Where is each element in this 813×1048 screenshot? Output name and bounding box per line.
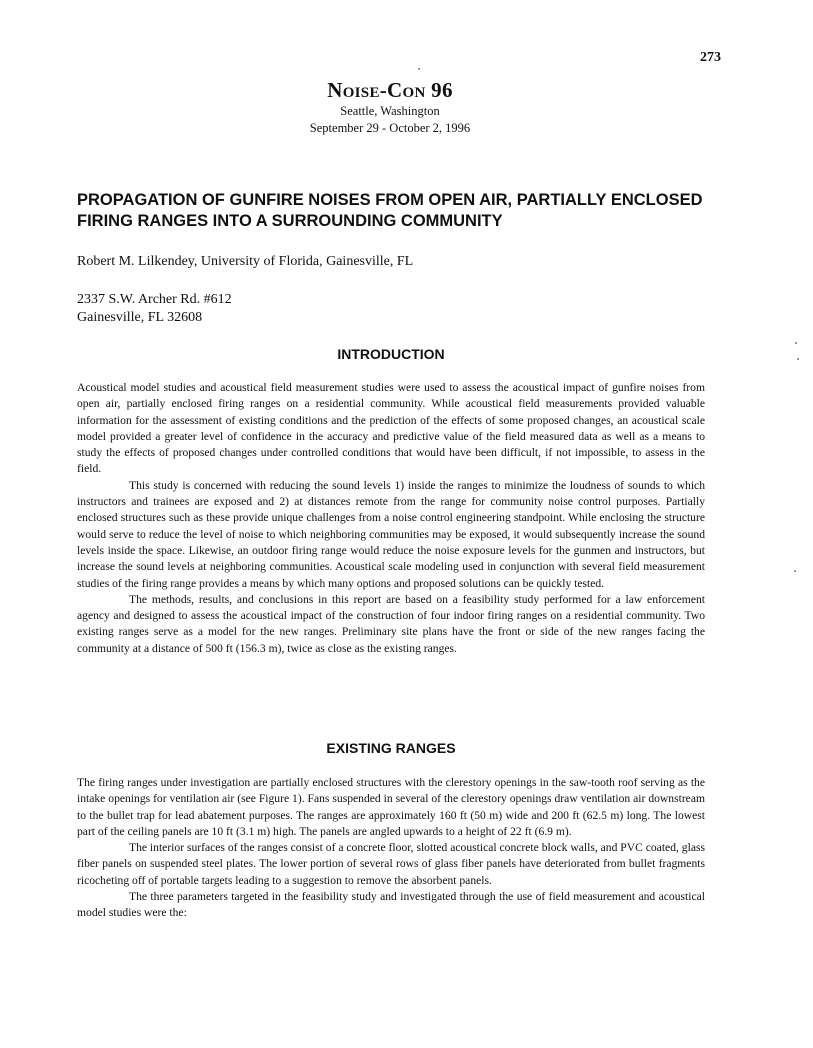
address-line-1: 2337 S.W. Archer Rd. #612 (77, 292, 232, 307)
section-heading-existing-ranges: EXISTING RANGES (326, 740, 456, 756)
address-line-2: Gainesville, FL 32608 (77, 310, 203, 325)
existing-ranges-body (77, 775, 705, 922)
conference-location: Seattle, Washington (340, 104, 440, 118)
paragraph: The interior surfaces of the ranges consist of a concrete floor, slotted acoustical concrete block walls, and PVC coated, glass fiber panels on suspended steel plates. The lower portion of several rows of glass fiber panels have deteriorated from bullet fragments ricocheting off of portable targets leading to a suggestion to remove the absorbent panels. (77, 841, 705, 887)
author-line: Robert M. Lilkendey, University of Florida, Gainesville, FL (77, 254, 414, 269)
paragraph: The firing ranges under investigation are partially enclosed structures with the clerestory openings in the saw-tooth roof serving as the intake openings for ventilation air (see Figure 1). Fans suspended in several of the clerestory openings draw ventilation air downstream to the bullet trap for lead abatement purposes. The ranges are approximately 160 ft (50 m) wide and 200 ft (62.5 m) long. The lowest part of the ceiling panels are 10 ft (3.1 m) high. The panels are angled upwards to a height of 22 ft (6.9 m). (77, 776, 705, 838)
paragraph: Acoustical model studies and acoustical field measurement studies were used to assess the acoustical impact of gunfire noises from open air, partially enclosed firing ranges on a residential community. While acoustical field measurements provided valuable information for the assessment of existing conditions and the prediction of the effects of some proposed changes, an acoustical scale model provided a greater level of confidence in the accuracy and predictive value of the field measured data as well as a means to study the effects of proposed changes under controlled conditions that would have been difficult, if not impossible, to assess in the field. (77, 381, 705, 476)
paper-title: PROPAGATION OF GUNFIRE NOISES FROM OPEN AIR, PARTIALLY ENCLOSED FIRING RANGES INTO A SURROUNDING COMMUNITY (77, 191, 703, 230)
paragraph: The three parameters targeted in the feasibility study and investigated through the use of field measurement and acoustical model studies were the: (77, 890, 705, 920)
page-number: 273 (700, 50, 721, 65)
conference-name: Noise-Con 96 (327, 78, 453, 102)
scan-speck (794, 570, 796, 572)
paragraph: This study is concerned with reducing the sound levels 1) inside the ranges to minimize the loudness of sounds to which instructors and trainees are exposed and 2) at distances remote from the range for community noise control purposes. Partially enclosed structures such as these provide unique challenges from a noise control engineering standpoint. While enclosing the structure would serve to reduce the level of noise to which neighboring communities may be exposed, it would subsequently increase the sound levels inside the space. Likewise, an outdoor firing range would reduce the noise exposure levels for the gunmen and instructors, but increase the sound levels at neighboring communities. Acoustical scale modeling used in conjunction with several field measurement studies of the firing range provides a means by which many options and proposed solutions can be quickly tested. (77, 478, 705, 590)
scan-speck (418, 68, 420, 70)
paragraph: The methods, results, and conclusions in this report are based on a feasibility study performed for a law enforcement agency and designed to assess the acoustical impact of the construction of four indoor firing ranges on a residential community. Two existing ranges serve as a model for the new ranges. Preliminary site plans have the front or side of the new ranges facing the community at a distance of 500 ft (156.3 m), twice as close as the existing ranges. (77, 592, 705, 655)
introduction-body (77, 380, 705, 657)
author-address (77, 291, 232, 327)
section-heading-introduction: INTRODUCTION (337, 346, 445, 362)
conference-header (230, 78, 550, 137)
conference-dates: September 29 - October 2, 1996 (309, 121, 471, 135)
scan-speck (797, 358, 799, 360)
scan-speck (795, 342, 797, 344)
